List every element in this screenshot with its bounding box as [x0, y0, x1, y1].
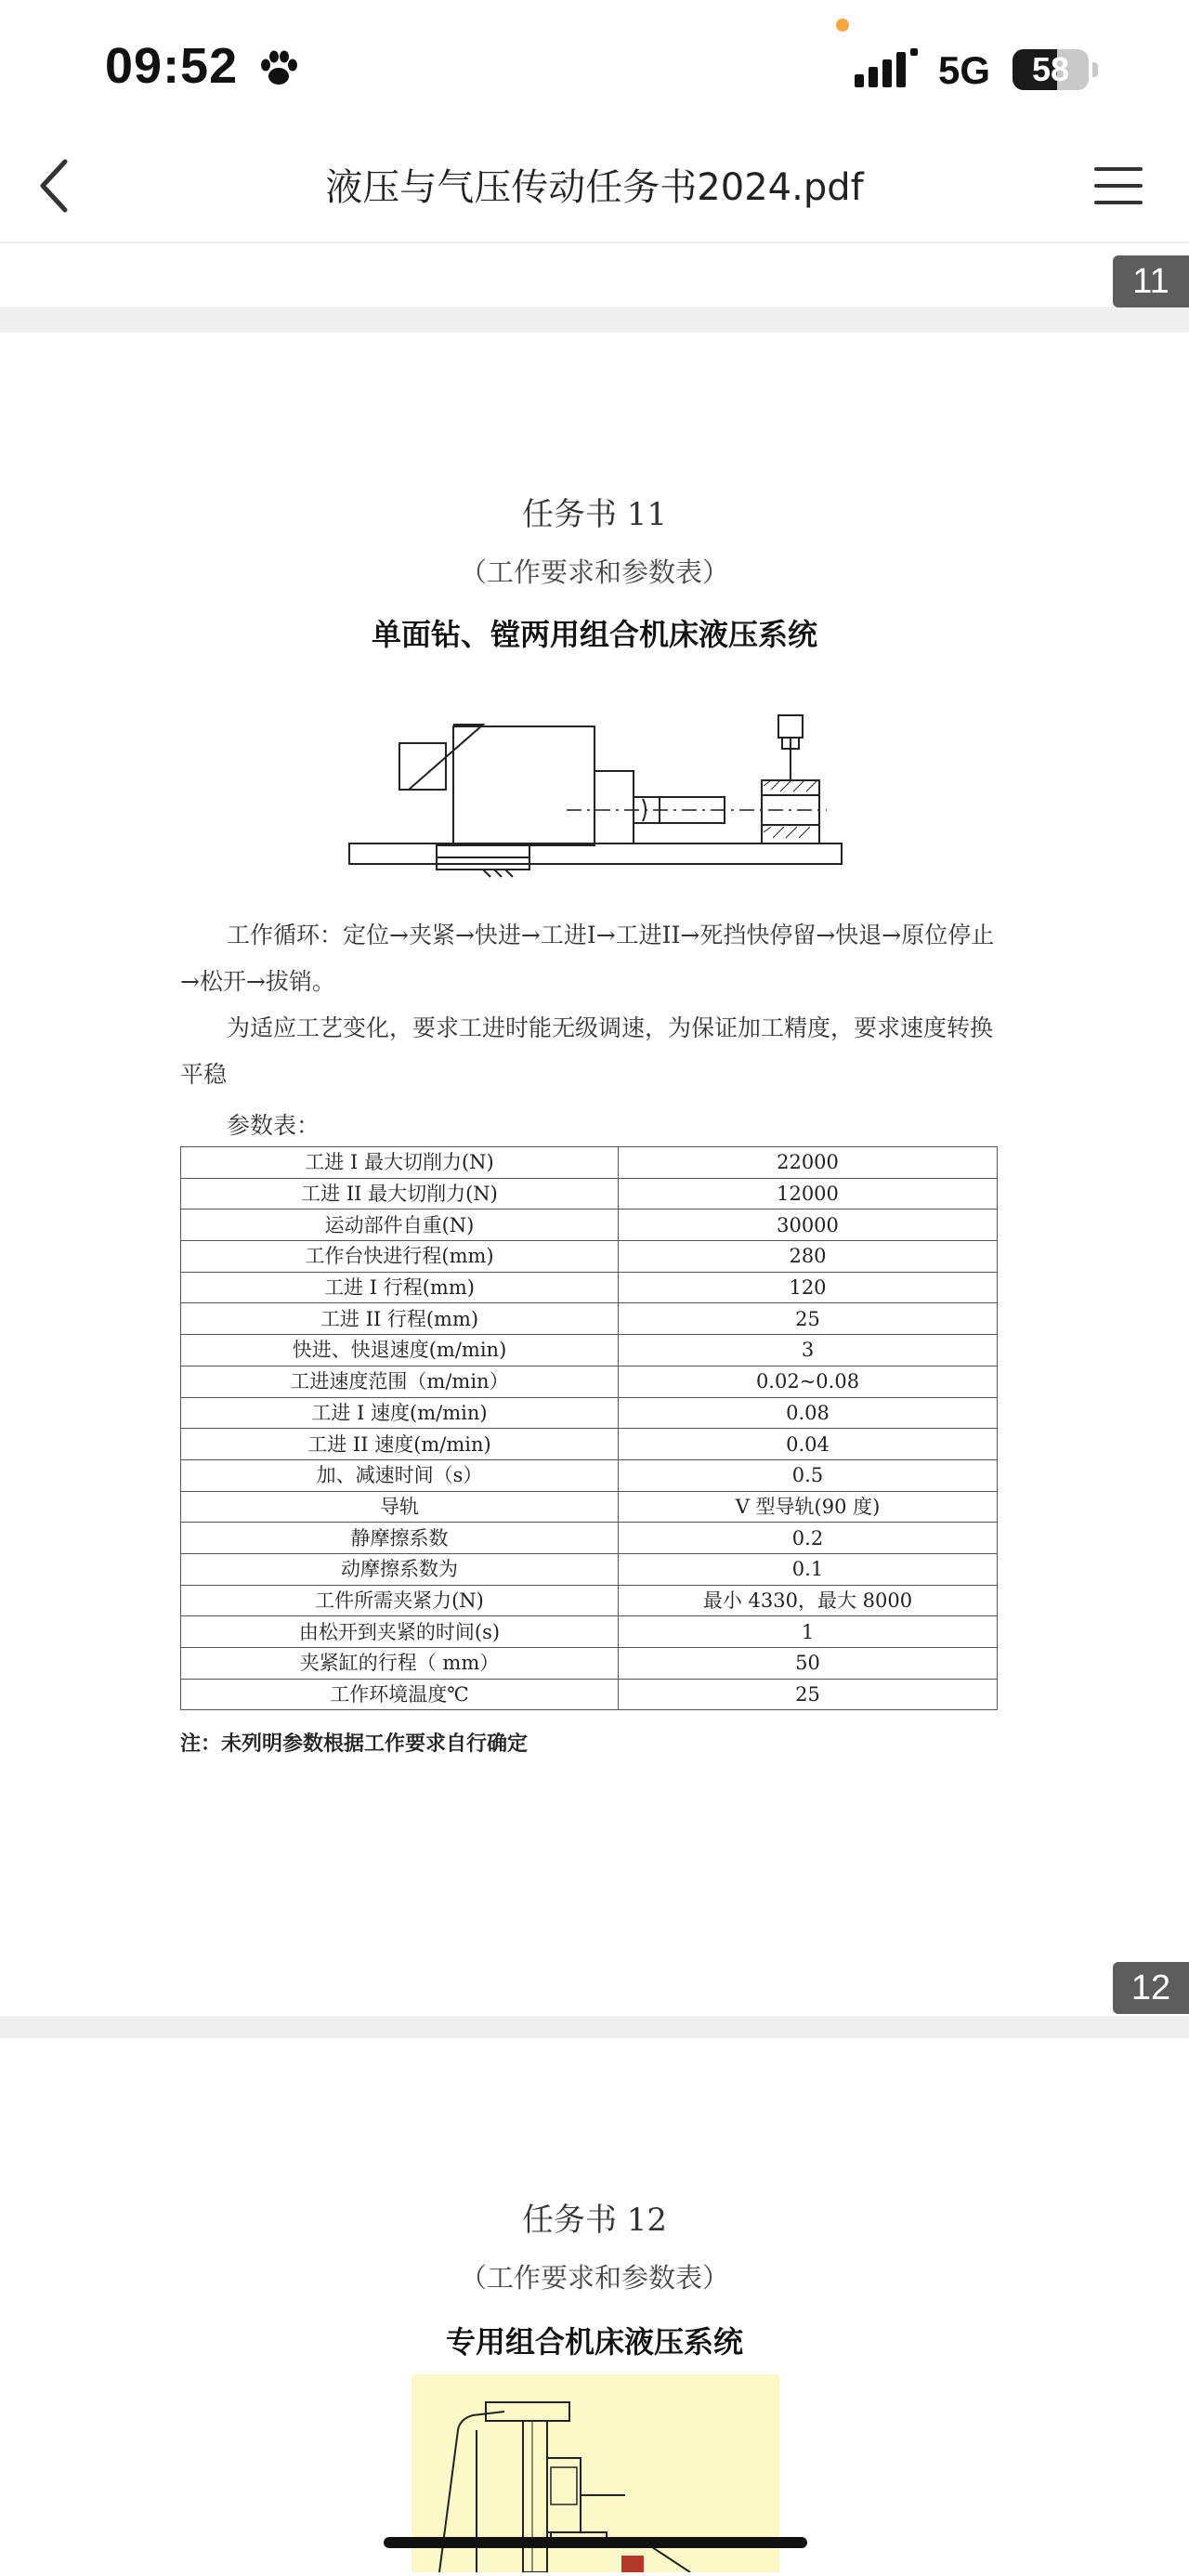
- param-name-cell: 工进 I 最大切削力(N): [181, 1147, 619, 1179]
- param-value-cell: 1: [619, 1616, 998, 1648]
- table-row: [181, 1241, 998, 1273]
- param-value-cell: 0.5: [619, 1459, 998, 1491]
- param-name-cell: 工进 II 行程(mm): [181, 1303, 619, 1335]
- param-name-cell: 工进 II 最大切削力(N): [181, 1178, 619, 1210]
- param-name-cell: 加、减速时间（s）: [181, 1459, 619, 1491]
- param-name-cell: 工进 I 速度(m/min): [181, 1397, 619, 1429]
- page-heading: 单面钻、镗两用组合机床液压系统: [371, 617, 817, 652]
- table-row: [181, 1585, 998, 1616]
- cellular-signal-icon: [855, 48, 921, 91]
- page-number-badge: 11: [1113, 255, 1189, 307]
- table-row: [181, 1523, 998, 1554]
- param-value-cell: 12000: [619, 1178, 998, 1210]
- param-name-cell: 工进 II 速度(m/min): [181, 1429, 619, 1460]
- page-title: 任务书 12: [521, 2202, 668, 2239]
- home-indicator[interactable]: [384, 2537, 807, 2548]
- param-value-cell: 0.02~0.08: [619, 1366, 998, 1397]
- parameter-table: [180, 1146, 998, 1710]
- table-row: [181, 1303, 998, 1335]
- param-name-cell: 工件所需夹紧力(N): [181, 1585, 619, 1616]
- table-row: [181, 1491, 998, 1523]
- table-row: [181, 1147, 998, 1179]
- params-label: 参数表：: [227, 1112, 320, 1139]
- table-row: [181, 1178, 998, 1210]
- battery-level: 58: [1031, 50, 1070, 88]
- table-row: [181, 1429, 998, 1460]
- param-value-cell: 50: [619, 1648, 998, 1680]
- work-cycle-text: 工作循环：定位→夹紧→快进→工进I→工进II→死挡快停留→快退→原位停止→松开→拔销。: [180, 922, 995, 995]
- privacy-indicator-dot: [836, 19, 849, 32]
- param-name-cell: 由松开到夹紧的时间(s): [181, 1616, 619, 1648]
- battery-tip: [1092, 62, 1098, 77]
- previous-page-bottom: [0, 243, 1189, 307]
- param-value-cell: V 型导轨(90 度): [619, 1491, 998, 1523]
- table-row: [181, 1272, 998, 1303]
- param-name-cell: 运动部件自重(N): [181, 1210, 619, 1241]
- page-number-badge: 12: [1113, 1962, 1189, 2014]
- table-row: [181, 1210, 998, 1241]
- table-row: [181, 1459, 998, 1491]
- page-title: 任务书 11: [521, 496, 668, 533]
- param-value-cell: 280: [619, 1241, 998, 1273]
- network-type: 5G: [938, 48, 991, 92]
- param-name-cell: 动摩擦系数为: [181, 1553, 619, 1585]
- table-row: [181, 1335, 998, 1366]
- page-subtitle: （工作要求和参数表）: [459, 2262, 729, 2294]
- param-value-cell: 最小 4330，最大 8000: [619, 1585, 998, 1616]
- table-row: [181, 1553, 998, 1585]
- machine-diagram: [344, 706, 845, 901]
- back-arrow-icon[interactable]: [28, 152, 84, 219]
- param-value-cell: 25: [619, 1303, 998, 1335]
- battery-icon: [1013, 49, 1089, 90]
- param-value-cell: 25: [619, 1679, 998, 1710]
- param-value-cell: 30000: [619, 1210, 998, 1241]
- status-time: 09:52: [105, 38, 239, 94]
- param-value-cell: 0.08: [619, 1397, 998, 1429]
- param-value-cell: 120: [619, 1272, 998, 1303]
- param-value-cell: 0.04: [619, 1429, 998, 1460]
- param-name-cell: 夹紧缸的行程（ mm）: [181, 1648, 619, 1680]
- page-subtitle: （工作要求和参数表）: [459, 556, 729, 588]
- menu-icon[interactable]: [1091, 158, 1146, 214]
- param-value-cell: 22000: [619, 1147, 998, 1179]
- page-gap: [0, 2016, 1189, 2038]
- param-name-cell: 导轨: [181, 1491, 619, 1523]
- param-name-cell: 工作环境温度℃: [181, 1679, 619, 1710]
- table-row: [181, 1616, 998, 1648]
- requirement-text: 为适应工艺变化，要求工进时能无级调速，为保证加工精度，要求速度转换平稳: [180, 1014, 994, 1088]
- page-gap: [0, 307, 1189, 333]
- table-row: [181, 1366, 998, 1397]
- param-name-cell: 快进、快退速度(m/min): [181, 1335, 619, 1366]
- table-note: 注：未列明参数根据工作要求自行确定: [180, 1733, 529, 1756]
- param-value-cell: 3: [619, 1335, 998, 1366]
- param-value-cell: 0.2: [619, 1523, 998, 1554]
- page-heading: 专用组合机床液压系统: [445, 2324, 743, 2360]
- table-row: [181, 1679, 998, 1710]
- nav-bar: [0, 130, 1189, 243]
- table-row: [181, 1397, 998, 1429]
- table-row: [181, 1648, 998, 1680]
- status-bar: [0, 0, 1189, 130]
- param-name-cell: 工进 I 行程(mm): [181, 1272, 619, 1303]
- param-name-cell: 工作台快进行程(mm): [181, 1241, 619, 1273]
- param-value-cell: 0.1: [619, 1553, 998, 1585]
- paw-icon: [256, 46, 301, 91]
- document-title: 液压与气压传动任务书2024.pdf: [325, 166, 864, 209]
- param-name-cell: 静摩擦系数: [181, 1523, 619, 1554]
- param-name-cell: 工进速度范围（m/min）: [181, 1366, 619, 1397]
